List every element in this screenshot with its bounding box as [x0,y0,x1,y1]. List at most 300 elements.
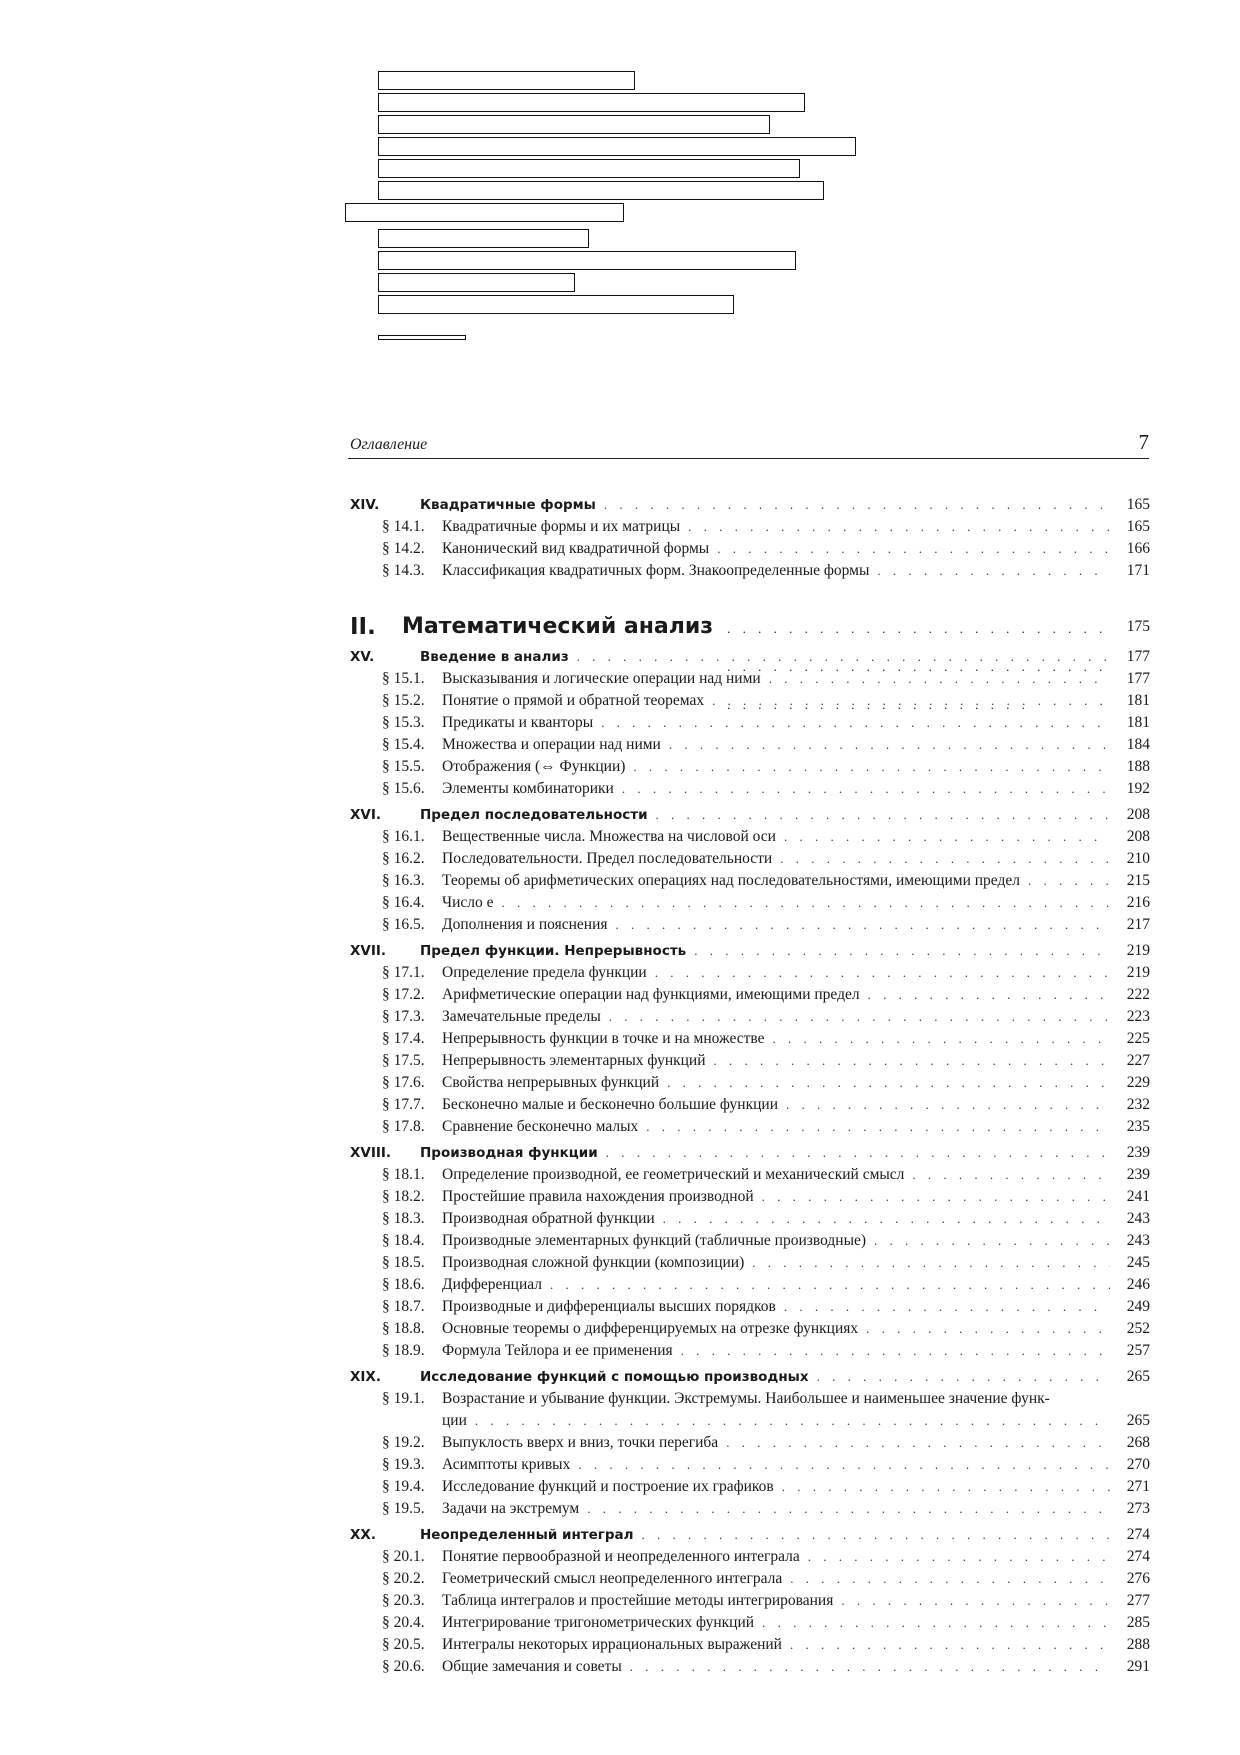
section-title-fill [442,516,1110,538]
page-ref: 188 [1126,758,1150,775]
toc-section [350,1186,1150,1208]
section-title-fill [442,914,1110,936]
section-title: Задачи на экстремум [442,1500,580,1517]
toc-section [350,914,1150,936]
page-ref: 239 [1126,1166,1150,1183]
page-ref: 273 [1126,1500,1150,1517]
section-title-fill [442,1028,1110,1050]
leader-dots [784,1296,1110,1318]
section-number: § 15.4. [382,736,425,753]
toc-section [350,1476,1150,1498]
leader-dots [641,1524,1110,1546]
section-title-fill [442,1274,1110,1296]
section-title-fill [442,1318,1110,1340]
redaction-box [378,181,824,200]
section-title: Выпуклость вверх и вниз, точки перегиба [442,1434,719,1451]
chapter-number: XIV. [350,497,380,513]
section-title: Исследование функций и построение их графиков [442,1478,774,1495]
section-number: § 18.2. [382,1188,425,1205]
section-number: § 18.3. [382,1210,425,1227]
toc-section [350,984,1150,1006]
section-number: § 16.4. [382,894,425,911]
section-title: Определение производной, ее геометрический и механический смысл [442,1166,905,1183]
leader-dots [726,1432,1110,1454]
section-title-fill [442,1656,1110,1678]
toc-part [350,608,1150,646]
leader-dots [780,848,1110,870]
section-title: Определение предела функции [442,964,647,981]
page-ref: 270 [1126,1456,1150,1473]
leader-dots [773,1028,1110,1050]
leader-dots [694,940,1110,962]
leader-dots [681,1340,1110,1362]
section-title-fill [442,1498,1110,1520]
toc-chapter [350,804,1150,826]
section-number: § 15.2. [382,692,425,709]
section-number: § 14.1. [382,518,425,535]
leader-dots [790,1634,1110,1656]
page-ref: 208 [1126,828,1150,845]
page-ref: 271 [1126,1478,1150,1495]
chapter-number: XVIII. [350,1145,392,1161]
toc-section [350,1252,1150,1274]
section-title-fill [442,734,1110,756]
leader-dots [782,1476,1110,1498]
page-ref: 165 [1126,496,1150,513]
toc-chapter [350,1142,1150,1164]
leader-dots [630,1656,1110,1678]
chapter-title-fill [420,1524,1110,1546]
page-ref: 219 [1126,964,1150,981]
section-number: § 18.1. [382,1166,425,1183]
toc-section [350,1568,1150,1590]
section-title-fill [442,1590,1110,1612]
section-title: Предикаты и кванторы [442,714,594,731]
leader-dots [912,1164,1110,1186]
leader-dots [578,1454,1110,1476]
section-number: § 15.6. [382,780,425,797]
toc-chapter [350,1524,1150,1546]
redaction-box [378,335,466,340]
section-title: Производные элементарных функций (табличные производные) [442,1232,867,1249]
section-title-fill [442,826,1110,848]
section-title-fill [442,848,1110,870]
toc-section [350,516,1150,538]
toc-section [350,1296,1150,1318]
leader-dots [866,1318,1110,1340]
toc-section-continued [350,1410,1150,1432]
section-number: § 20.2. [382,1570,425,1587]
toc-section [350,1612,1150,1634]
section-title: Дифференциал [442,1276,543,1293]
section-number: § 15.5. [382,758,425,775]
page-ref: 235 [1126,1118,1150,1135]
section-number: § 17.6. [382,1074,425,1091]
section-title-fill [442,1296,1110,1318]
toc-chapter [350,494,1150,516]
section-title: Классификация квадратичных форм. Знакоопределенные формы [442,562,870,579]
page-ref: 223 [1126,1008,1150,1025]
section-title: Элементы комбинаторики [442,780,614,797]
page-ref: 171 [1126,562,1150,579]
section-title: Простейшие правила нахождения производной [442,1188,754,1205]
section-title: Множества и операции над ними [442,736,661,753]
leader-dots [714,1050,1110,1072]
leader-dots [577,646,1110,668]
toc-chapter [350,646,1150,668]
leader-dots [688,516,1110,538]
section-title-fill [442,1006,1110,1028]
section-title-fill [442,1634,1110,1656]
toc-section [350,1094,1150,1116]
section-title-fill [442,962,1110,984]
section-title-fill [442,1432,1110,1454]
section-title: Отображения (⇔ Функции) [442,758,626,775]
section-number: § 17.7. [382,1096,425,1113]
section-title: Понятие о прямой и обратной теоремах [442,692,705,709]
page-ref: 166 [1126,540,1150,557]
leader-dots [874,1230,1110,1252]
redaction-box [378,71,635,90]
chapter-title-fill [420,646,1110,668]
part-title: Математический анализ [402,614,714,639]
page-ref: 241 [1126,1188,1150,1205]
leader-dots [550,1274,1110,1296]
section-number: § 16.1. [382,828,425,845]
section-title-fill [442,778,1110,800]
running-header-title: Оглавление [350,436,428,453]
redaction-box [378,229,589,248]
toc-section [350,1590,1150,1612]
section-title-fill [442,1340,1110,1362]
leader-dots [784,826,1110,848]
section-title-fill [442,1230,1110,1252]
chapter-title: Предел последовательности [420,807,648,823]
page-ref: 210 [1126,850,1150,867]
page-ref: 257 [1126,1342,1150,1359]
leader-dots [616,914,1111,936]
toc-section [350,1050,1150,1072]
leader-dots [655,962,1110,984]
page-ref: 243 [1126,1232,1150,1249]
section-title-continued: ции [442,1412,467,1429]
section-title-fill [442,1186,1110,1208]
toc-section [350,892,1150,914]
chapter-title: Предел функции. Непрерывность [420,943,687,959]
leader-dots [667,1072,1110,1094]
section-title-fill [442,1208,1110,1230]
redaction-box [378,115,770,134]
section-number: § 18.7. [382,1298,425,1315]
section-title-fill [442,690,1110,712]
section-number: § 15.3. [382,714,425,731]
page-ref: 192 [1126,780,1150,797]
section-number: § 19.1. [382,1390,425,1407]
chapter-title-fill [420,1142,1110,1164]
page-ref: 222 [1126,986,1150,1003]
redaction-box [378,159,800,178]
page-ref: 219 [1126,942,1150,959]
page-ref: 208 [1126,806,1150,823]
section-title-fill [442,560,1110,582]
section-title: Теоремы об арифметических операциях над последовательностями, имеющими предел [442,872,1020,889]
section-title-fill [442,1050,1110,1072]
leader-dots [663,1208,1110,1230]
toc-section [350,668,1150,690]
section-number: § 19.2. [382,1434,425,1451]
section-title: Последовательности. Предел последовательности [442,850,773,867]
section-title-fill [442,1164,1110,1186]
toc-section [350,1116,1150,1138]
leader-dots [656,804,1110,826]
section-title: Канонический вид квадратичной формы [442,540,710,557]
table-of-contents [350,494,1150,1678]
toc-section [350,734,1150,756]
leader-dots [601,712,1110,734]
redaction-box [378,251,796,270]
section-title-fill [442,1546,1110,1568]
page-ref: 285 [1126,1614,1150,1631]
toc-section [350,538,1150,560]
chapter-number: XV. [350,649,375,665]
section-title-fill [442,668,1110,690]
section-number: § 17.1. [382,964,425,981]
leader-dots [769,668,1110,690]
section-title-fill [442,756,1110,778]
leader-dots [587,1498,1110,1520]
section-title-fill [442,1116,1110,1138]
page-ref: 229 [1126,1074,1150,1091]
section-title: Возрастание и убывание функции. Экстремумы. Наибольшее и наименьшее значение функ- [442,1390,1050,1407]
section-number: § 16.5. [382,916,425,933]
toc-section [350,1388,1150,1410]
page-ref: 232 [1126,1096,1150,1113]
section-title: Арифметические операции над функциями, имеющими предел [442,986,860,1003]
section-title: Замечательные пределы [442,1008,601,1025]
toc-section [350,1072,1150,1094]
page-ref: 181 [1126,692,1150,709]
section-number: § 19.5. [382,1500,425,1517]
page-ref: 274 [1126,1526,1150,1543]
toc-section [350,1230,1150,1252]
toc-section [350,1656,1150,1678]
section-title: Интегрирование тригонометрических функций [442,1614,755,1631]
section-title-fill [442,1072,1110,1094]
redaction-box [378,273,575,292]
section-number: § 16.3. [382,872,425,889]
page-ref: 215 [1126,872,1150,889]
toc-section [350,870,1150,892]
section-title: Сравнение бесконечно малых [442,1118,639,1135]
chapter-number: XIX. [350,1369,381,1385]
page-ref: 243 [1126,1210,1150,1227]
page-ref: 268 [1126,1434,1150,1451]
toc-chapter [350,1366,1150,1388]
leader-dots [622,778,1110,800]
leader-dots [606,1142,1110,1164]
section-title: Производные и дифференциалы высших порядков [442,1298,776,1315]
section-title: Производная сложной функции (композиции) [442,1254,745,1271]
chapter-title-fill [420,940,1110,962]
page-ref: 181 [1126,714,1150,731]
section-number: § 19.4. [382,1478,425,1495]
page-ref: 249 [1126,1298,1150,1315]
leader-dots [609,1006,1110,1028]
header-rule [348,458,1149,459]
redaction-box [378,93,805,112]
section-title: Асимптоты кривых [442,1456,571,1473]
section-title: Общие замечания и советы [442,1658,622,1675]
chapter-title: Введение в анализ [420,649,569,665]
page-ref: 277 [1126,1592,1150,1609]
toc-section [350,848,1150,870]
section-title-fill [442,1410,1110,1432]
page-number: 7 [1138,430,1149,454]
page-ref: 276 [1126,1570,1150,1587]
section-number: § 17.4. [382,1030,425,1047]
section-title-fill [442,538,1110,560]
section-title-fill [442,892,1110,914]
toc-section [350,962,1150,984]
section-number: § 20.3. [382,1592,425,1609]
section-title: Непрерывность элементарных функций [442,1052,706,1069]
chapter-title-fill [420,804,1110,826]
leader-dots [646,1116,1110,1138]
chapter-number: XX. [350,1527,376,1543]
section-number: § 20.4. [382,1614,425,1631]
leader-dots [868,984,1110,1006]
section-number: § 18.5. [382,1254,425,1271]
chapter-title: Квадратичные формы [420,497,596,513]
section-title: Геометрический смысл неопределенного интеграла [442,1570,783,1587]
section-number: § 16.2. [382,850,425,867]
section-title: Дополнения и пояснения [442,916,608,933]
section-title: Свойства непрерывных функций [442,1074,660,1091]
section-title-fill [442,1094,1110,1116]
redaction-box [345,203,624,222]
section-title: Интегралы некоторых иррациональных выражений [442,1636,782,1653]
chapter-title-fill [420,1366,1110,1388]
page-ref: 239 [1126,1144,1150,1161]
page-ref: 177 [1126,670,1150,687]
chapter-title: Производная функции [420,1145,598,1161]
leader-dots [604,494,1110,516]
section-title-fill [442,1252,1110,1274]
leader-dots [633,756,1110,778]
page-ref: 288 [1126,1636,1150,1653]
leader-dots [1028,870,1110,892]
section-title: Высказывания и логические операции над ними [442,670,761,687]
section-number: § 20.5. [382,1636,425,1653]
section-number: § 15.1. [382,670,425,687]
page-ref: 184 [1126,736,1150,753]
leader-dots [475,1410,1110,1432]
page-ref: 245 [1126,1254,1150,1271]
page-ref: 291 [1126,1658,1150,1675]
toc-section [350,756,1150,778]
section-number: § 18.4. [382,1232,425,1249]
section-title-fill [442,712,1110,734]
chapter-title-fill [420,494,1110,516]
redaction-box [378,295,734,314]
page-ref: 227 [1126,1052,1150,1069]
toc-section [350,1454,1150,1476]
chapter-title: Исследование функций с помощью производных [420,1369,809,1385]
page-ref: 217 [1126,916,1150,933]
page-ref: 165 [1126,518,1150,535]
page-ref: 246 [1126,1276,1150,1293]
chapter-title: Неопределенный интеграл [420,1527,634,1543]
toc-section [350,778,1150,800]
toc-chapter [350,940,1150,962]
leader-dots [502,892,1111,914]
chapter-number: XVI. [350,807,382,823]
section-number: § 17.8. [382,1118,425,1135]
section-number: § 14.2. [382,540,425,557]
toc-section [350,1028,1150,1050]
leader-dots [752,1252,1110,1274]
section-title: Вещественные числа. Множества на числовой оси [442,828,776,845]
leader-dots [808,1546,1110,1568]
leader-dots [786,1094,1110,1116]
section-title: Число e [442,894,494,911]
page-ref: 274 [1126,1548,1150,1565]
section-title-fill [442,1612,1110,1634]
leader-dots [790,1568,1110,1590]
toc-section [350,1340,1150,1362]
leader-dots [712,690,1110,712]
toc-section [350,1208,1150,1230]
section-title: Непрерывность функции в точке и на множестве [442,1030,765,1047]
toc-section [350,1318,1150,1340]
section-title: Понятие первообразной и неопределенного интеграла [442,1548,800,1565]
toc-section [350,560,1150,582]
section-number: § 20.1. [382,1548,425,1565]
section-title: Производная обратной функции [442,1210,655,1227]
section-title: Таблица интегралов и простейшие методы интегрирования [442,1592,834,1609]
toc-section [350,1274,1150,1296]
page-ref: 265 [1126,1368,1150,1385]
section-number: § 20.6. [382,1658,425,1675]
section-number: § 19.3. [382,1456,425,1473]
toc-section [350,1498,1150,1520]
section-number: § 17.3. [382,1008,425,1025]
section-number: § 17.5. [382,1052,425,1069]
section-number: § 17.2. [382,986,425,1003]
page-ref: 175 [1126,618,1150,635]
toc-section [350,690,1150,712]
section-number: § 18.6. [382,1276,425,1293]
section-title-fill [442,870,1110,892]
section-number: § 14.3. [382,562,425,579]
leader-dots [841,1590,1110,1612]
leader-dots [762,1612,1110,1634]
toc-section [350,1546,1150,1568]
section-title: Бесконечно малые и бесконечно большие функции [442,1096,778,1113]
toc-section [350,1006,1150,1028]
section-title: Основные теоремы о дифференцируемых на отрезке функциях [442,1320,859,1337]
toc-section [350,1634,1150,1656]
part-number: II. [350,614,376,640]
section-title: Формула Тейлора и ее применения [442,1342,673,1359]
page-ref: 265 [1126,1412,1150,1429]
leader-dots [877,560,1110,582]
leader-dots [717,538,1110,560]
leader-dots [817,1366,1110,1388]
page-ref: 216 [1126,894,1150,911]
section-number: § 18.9. [382,1342,425,1359]
toc-section [350,1432,1150,1454]
